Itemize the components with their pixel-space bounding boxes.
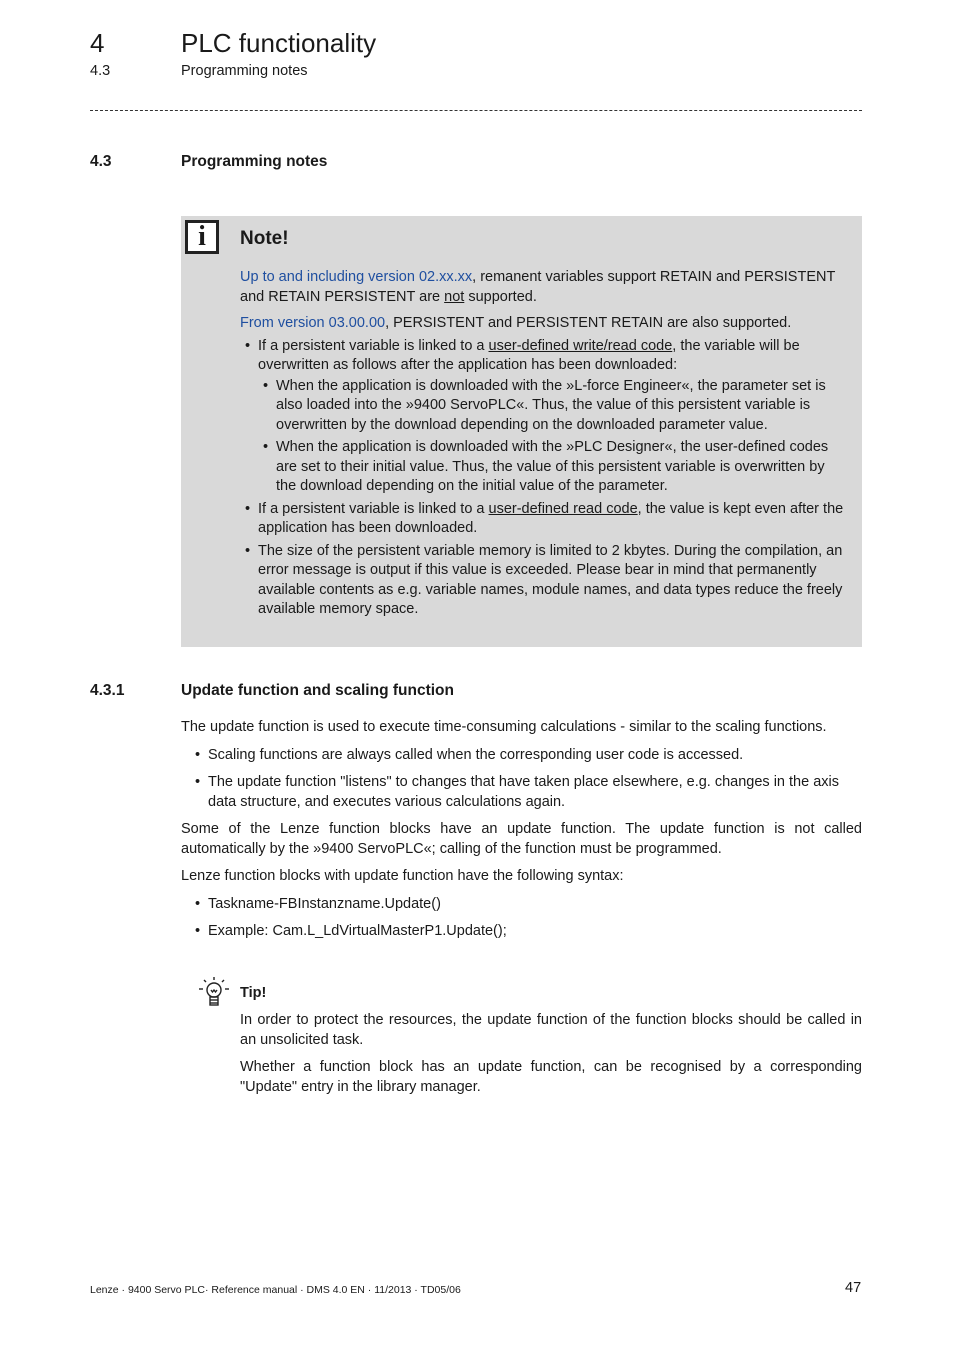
tip-title: Tip!	[240, 985, 267, 1001]
header-section-title: Programming notes	[181, 63, 308, 79]
note-paragraph	[240, 268, 844, 307]
note-text-underlined: user-defined read code	[488, 500, 638, 517]
body-paragraph: Some of the Lenze function blocks have an update function. The update function is not called automatically by the »9400 ServoPLC«; calling of the function must be programmed.	[181, 821, 862, 857]
list-item	[240, 500, 844, 539]
list-item: • Scaling functions are always called when the corresponding user code is accessed.	[181, 746, 862, 766]
list-item: • When the application is downloaded with the »L-force Engineer«, the parameter set is also loaded into the »9400 ServoPLC«. Thus, the value of this persistent variable is overwritten by the download depending on the downloaded parameter value.	[258, 377, 844, 436]
function-bullet-list	[181, 746, 862, 813]
note-text-underlined: not	[444, 288, 465, 305]
version-link[interactable]: Up to and including version 02.xx.xx	[240, 269, 473, 285]
section-number: 4.3	[90, 153, 112, 170]
intro-paragraph: The update function is used to execute time-consuming calculations - similar to the scaling functions.	[181, 719, 827, 735]
list-item: • When the application is downloaded with the »PLC Designer«, the user-defined codes are set to their initial value. Thus, the value of this persistent variable is overwritten by the download depending on the initial value of the parameter.	[258, 438, 844, 497]
subsection-body	[181, 718, 862, 950]
tip-paragraph: In order to protect the resources, the update function of the function blocks should be called in an unsolicited task.	[240, 1012, 862, 1048]
subsection-title: Update function and scaling function	[181, 682, 454, 699]
note-text: If a persistent variable is linked to a	[258, 337, 489, 354]
note-text: , the variable will be overwritten as follows after the application has been downloaded:	[258, 337, 800, 373]
header-section-number: 4.3	[90, 63, 111, 79]
note-text-underlined: user-defined write/read code	[488, 337, 673, 354]
note-text: , PERSISTENT and PERSISTENT RETAIN are also supported.	[385, 315, 792, 331]
note-title: Note!	[240, 228, 289, 249]
note-bullet-list	[240, 337, 844, 620]
chapter-title: PLC functionality	[181, 28, 377, 58]
tip-body	[240, 1011, 862, 1105]
header-divider	[90, 110, 862, 111]
list-item: • Example: Cam.L_LdVirtualMasterP1.Update();	[181, 922, 862, 942]
version-link[interactable]: From version 03.00.00	[240, 315, 386, 331]
footer-text: Lenze · 9400 Servo PLC· Reference manual · DMS 4.0 EN · 11/2013 · TD05/06	[90, 1284, 461, 1296]
list-item: • The size of the persistent variable memory is limited to 2 kbytes. During the compilation, an error message is output if this value is exceeded. Please bear in mind that permanently available contents as e.g. variable names, module names, and data types reduce the freely available memory space.	[240, 542, 844, 620]
tip-paragraph: Whether a function block has an update function, can be recognised by a corresponding "Update" entry in the library manager.	[240, 1059, 862, 1095]
note-text: supported.	[464, 288, 537, 305]
list-item	[240, 337, 844, 497]
note-body	[240, 268, 844, 623]
section-title: Programming notes	[181, 153, 328, 170]
note-text: , remanent variables support RETAIN and PERSISTENT and RETAIN PERSISTENT are	[240, 269, 836, 305]
body-paragraph: Lenze function blocks with update function have the following syntax:	[181, 868, 624, 884]
list-item: • The update function "listens" to changes that have taken place elsewhere, e.g. changes in the axis data structure, and executes various calculations again.	[181, 773, 862, 812]
syntax-bullet-list	[181, 895, 862, 942]
page-number: 47	[845, 1280, 862, 1296]
list-item: • Taskname-FBInstanzname.Update()	[181, 895, 862, 915]
note-box	[181, 216, 862, 647]
note-text: , the value is kept even after the application has been downloaded.	[258, 500, 844, 536]
note-sub-list	[258, 377, 844, 497]
note-text: If a persistent variable is linked to a	[258, 500, 489, 517]
chapter-number: 4	[90, 28, 105, 58]
info-icon: i	[185, 220, 219, 254]
subsection-number: 4.3.1	[90, 682, 125, 699]
lightbulb-icon	[196, 975, 232, 1009]
note-paragraph	[240, 314, 844, 334]
